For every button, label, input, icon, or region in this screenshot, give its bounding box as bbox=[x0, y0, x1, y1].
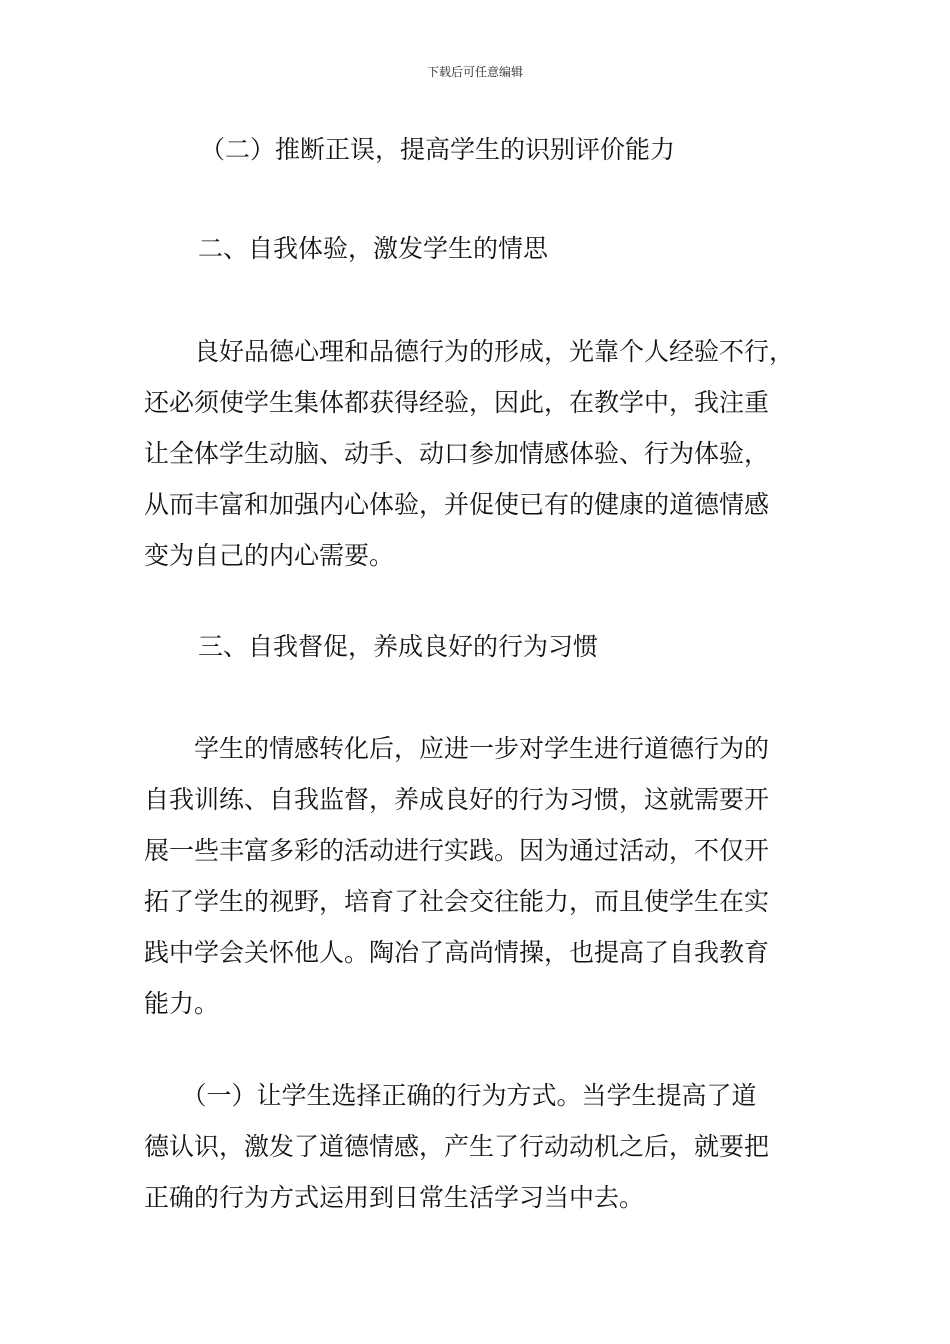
paragraph-line: 德认识，激发了道德情感，产生了行动动机之后，就要把 bbox=[144, 1132, 770, 1161]
paragraph-line: 自我训练、自我监督，养成良好的行为习惯，这就需要开 bbox=[144, 785, 770, 814]
heading-self-supervision: 三、自我督促，养成良好的行为习惯 bbox=[198, 632, 599, 661]
paragraph-line: 学生的情感转化后，应进一步对学生进行道德行为的 bbox=[144, 734, 770, 763]
paragraph-self-experience bbox=[144, 326, 834, 581]
paragraph-correct-behavior bbox=[144, 1070, 834, 1223]
page-header-note: 下载后可任意编辑 bbox=[426, 65, 523, 79]
paragraph-line: （一）让学生选择正确的行为方式。当学生提高了道 bbox=[144, 1081, 757, 1110]
subheading-judge-right-wrong: （二）推断正误，提高学生的识别评价能力 bbox=[200, 135, 676, 164]
paragraph-line: 变为自己的内心需要。 bbox=[144, 541, 395, 570]
paragraph-line: 展一些丰富多彩的活动进行实践。因为通过活动，不仅开 bbox=[144, 836, 770, 865]
paragraph-line: 良好品德心理和品德行为的形成，光靠个人经验不行， bbox=[144, 337, 795, 366]
paragraph-line: 正确的行为方式运用到日常生活学习当中去。 bbox=[144, 1183, 645, 1212]
paragraph-line: 还必须使学生集体都获得经验，因此，在教学中，我注重 bbox=[144, 388, 770, 417]
paragraph-line: 让全体学生动脑、动手、动口参加情感体验、行为体验， bbox=[144, 439, 770, 468]
paragraph-line: 能力。 bbox=[144, 989, 220, 1018]
paragraph-line: 拓了学生的视野，培育了社会交往能力，而且使学生在实 bbox=[144, 887, 770, 916]
paragraph-line: 践中学会关怀他人。陶冶了高尚情操，也提高了自我教育 bbox=[144, 938, 770, 967]
heading-self-experience: 二、自我体验，激发学生的情思 bbox=[198, 234, 549, 263]
paragraph-self-supervision bbox=[144, 723, 834, 1029]
paragraph-line: 从而丰富和加强内心体验，并促使已有的健康的道德情感 bbox=[144, 490, 770, 519]
